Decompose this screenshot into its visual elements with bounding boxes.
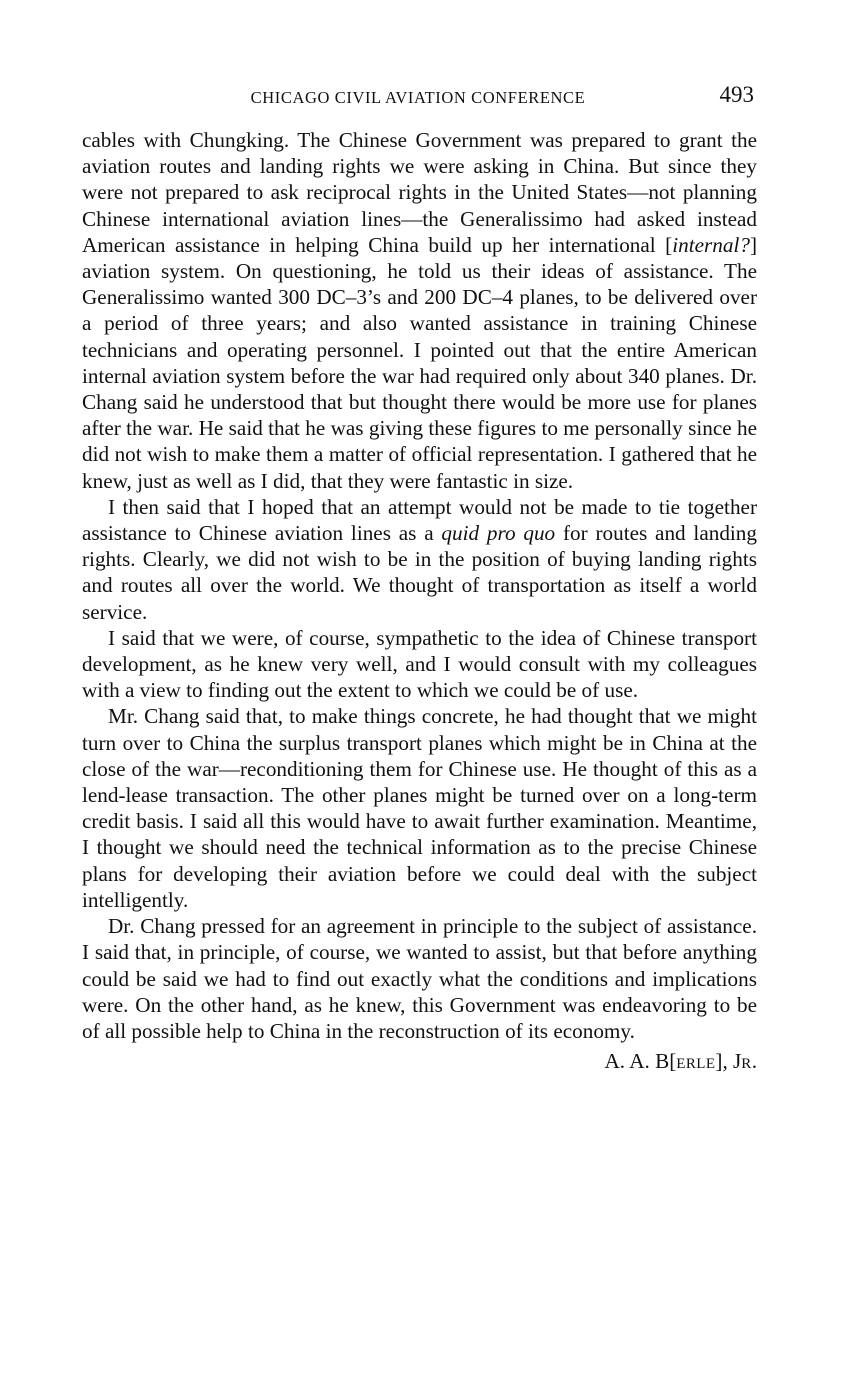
body-text — [82, 127, 757, 1077]
paragraph-1: cables with Chungking. The Chinese Government was prepared to grant the aviation routes and landing rights we were asking in China. But since they were not prepared to ask reciprocal rights in the United States—not planning Chinese international aviation lines—the Generalissimo had asked instead American assistance in helping China build up her international [internal?] aviation system. On questioning, he told us their ideas of assistance. The Generalissimo wanted 300 DC–3’s and 200 DC–4 planes, to be delivered over a period of three years; and also wanted assistance in training Chinese technicians and operating personnel. I pointed out that the entire American internal aviation system before the war had required only about 340 planes. Dr. Chang said he understood that but thought there would be more use for planes after the war. He said that he was giving these figures to me personally since he did not wish to make them a matter of official representation. I gathered that he knew, just as well as I did, that they were fantastic in size. — [82, 128, 757, 493]
running-title: CHICAGO CIVIL AVIATION CONFERENCE — [250, 88, 586, 107]
italic-phrase: quid pro quo — [441, 521, 556, 546]
signature: A. A. B[ERLE], JR. — [604, 1049, 757, 1074]
paragraph-5: Dr. Chang pressed for an agreement in principle to the subject of assistance. I said that, in principle, of course, we wanted to assist, but that before anything could be said we had to find out exactly what the conditions and implications were. On the other hand, as he knew, this Government was endeavoring to be of all possible help to China in the reconstruction of its economy. — [82, 914, 757, 1043]
paragraph-2: I then said that I hoped that an attempt would not be made to tie together assistance to Chinese aviation lines as a quid pro quo for routes and landing rights. Clearly, we did not wish to be in the position of buying landing rights and routes all over the world. We thought of transportation as itself a world service. — [82, 494, 757, 624]
paragraph-3: I said that we were, of course, sympathetic to the idea of Chinese transport development, as he knew very well, and I would consult with my colleagues with a view to finding out the extent to which we could be of use. — [82, 625, 757, 703]
page-number: 493 — [719, 82, 754, 107]
running-head — [82, 82, 754, 112]
paragraph-4: Mr. Chang said that, to make things concrete, he had thought that we might turn over to China the surplus transport planes which might be in China at the close of the war—reconditioning them for Chinese use. He thought of this as a lend-lease transaction. The other planes might be turned over on a long-term credit basis. I said all this would have to await further examination. Meantime, I thought we should need the technical information as to the precise Chinese plans for developing their aviation before we could deal with the subject intelligently. — [82, 704, 757, 912]
italic-insertion: internal? — [672, 232, 750, 257]
